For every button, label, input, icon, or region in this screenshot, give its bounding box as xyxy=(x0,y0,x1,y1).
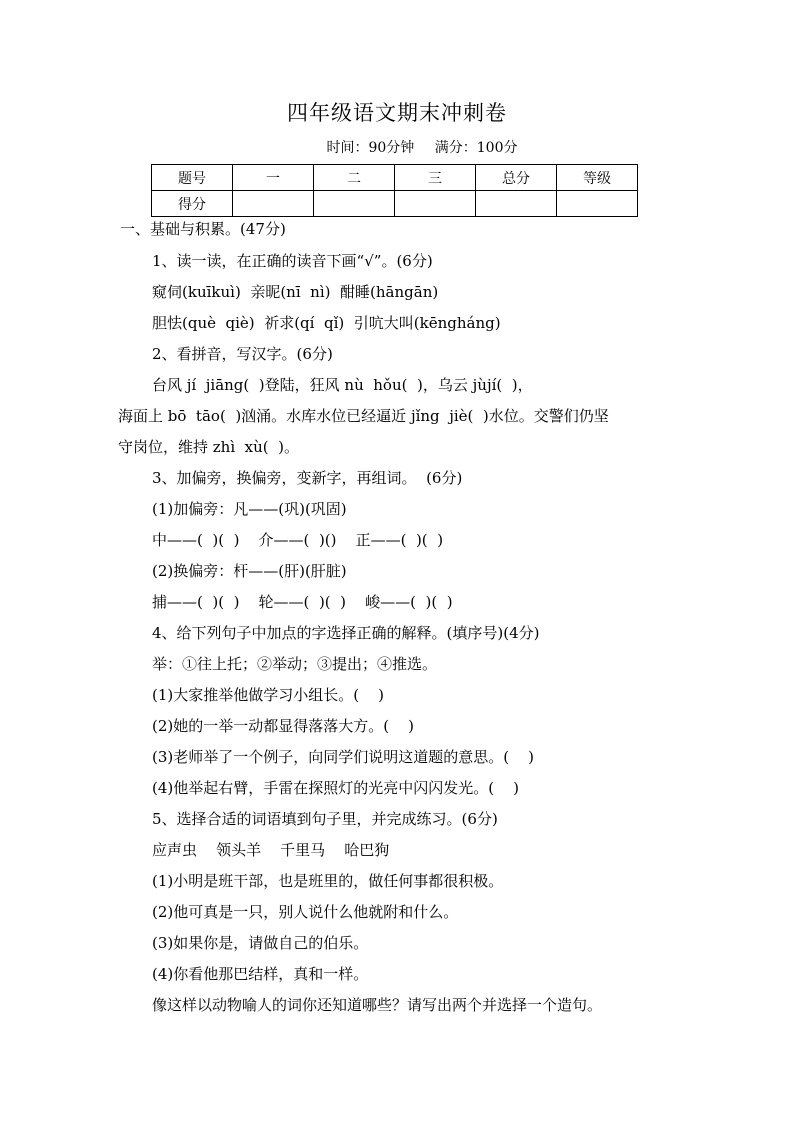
question-line: (1)小明是班干部，也是班里的，做任何事都很积极。 xyxy=(152,872,504,890)
question-line: 举：①往上托；②举动；③提出；④推选。 xyxy=(152,655,438,673)
score-table-score-row xyxy=(152,191,638,217)
page-title: 四年级语文期末冲刺卷 xyxy=(287,101,507,125)
score-entry-cell[interactable] xyxy=(395,191,476,217)
question-line: (4)你看他那巴结样，真和一样。 xyxy=(152,965,369,983)
question-line: 台风 jí jiāng( )登陆，狂风 nù hǒu( )，乌云 jùjí( )， xyxy=(152,376,533,394)
section-heading: 一、基础与积累。(47分) xyxy=(120,220,286,238)
question-line: 捕——( )( ) 轮——( )( ) 峻——( )( ) xyxy=(152,593,453,611)
score-table xyxy=(151,164,638,217)
question-line: (2)换偏旁：杆——(肝)(肝脏) xyxy=(152,562,347,580)
score-entry-cell[interactable] xyxy=(476,191,557,217)
question-line: 像这样以动物喻人的词你还知道哪些？请写出两个并选择一个造句。 xyxy=(152,996,603,1014)
question-line: (2)她的一举一动都显得落落大方。( ) xyxy=(152,717,415,735)
question-line: 海面上 bō tāo( )汹涌。水库水位已经逼近 jǐng jiè( )水位。交警们仍坚 xyxy=(118,407,609,425)
score-cell: 总分 xyxy=(476,165,557,191)
question-line: 守岗位，维持 zhì xù( )。 xyxy=(118,438,300,456)
score-entry-cell[interactable] xyxy=(314,191,395,217)
question-heading: 4、给下列句子中加点的字选择正确的解释。(填序号)(4分) xyxy=(152,624,540,642)
score-cell: 等级 xyxy=(557,165,638,191)
score-table-header-row xyxy=(152,165,638,191)
score-entry-cell[interactable] xyxy=(233,191,314,217)
question-line: (3)老师举了一个例子，向同学们说明这道题的意思。( ) xyxy=(152,748,535,766)
score-cell: 三 xyxy=(395,165,476,191)
question-line: (1)大家推举他做学习小组长。( ) xyxy=(152,686,385,704)
full-score: 满分：100分 xyxy=(434,140,518,156)
question-line: 胆怯(què qiè) 祈求(qí qǐ) 引吭大叫(kēngháng) xyxy=(152,314,501,332)
score-cell: 二 xyxy=(314,165,395,191)
question-heading: 5、选择合适的词语填到句子里，并完成练习。(6分) xyxy=(152,810,498,828)
score-entry-cell[interactable] xyxy=(557,191,638,217)
word-bank: 应声虫 领头羊 千里马 哈巴狗 xyxy=(152,841,390,859)
question-line: (1)加偏旁：凡——(巩)(巩固) xyxy=(152,500,347,518)
question-line: (4)他举起右臂，手雷在探照灯的光亮中闪闪发光。( ) xyxy=(152,779,520,797)
score-cell: 得分 xyxy=(152,191,233,217)
score-cell: 一 xyxy=(233,165,314,191)
exam-meta xyxy=(0,137,794,157)
question-line: (2)他可真是一只，别人说什么他就附和什么。 xyxy=(152,903,459,921)
time-limit: 时间：90分钟 xyxy=(326,140,415,156)
question-heading: 1、读一读，在正确的读音下画“√”。(6分) xyxy=(152,252,433,270)
question-line: 中——( )( ) 介——( )() 正——( )( ) xyxy=(152,531,444,549)
question-heading: 3、加偏旁，换偏旁，变新字，再组词。 (6分) xyxy=(152,469,463,487)
question-line: (3)如果你是，请做自己的伯乐。 xyxy=(152,934,369,952)
question-heading: 2、看拼音，写汉字。(6分) xyxy=(152,345,333,363)
question-line: 窥伺(kuīkuì) 亲昵(nī nì) 酣睡(hāngān) xyxy=(152,283,439,301)
score-cell: 题号 xyxy=(152,165,233,191)
